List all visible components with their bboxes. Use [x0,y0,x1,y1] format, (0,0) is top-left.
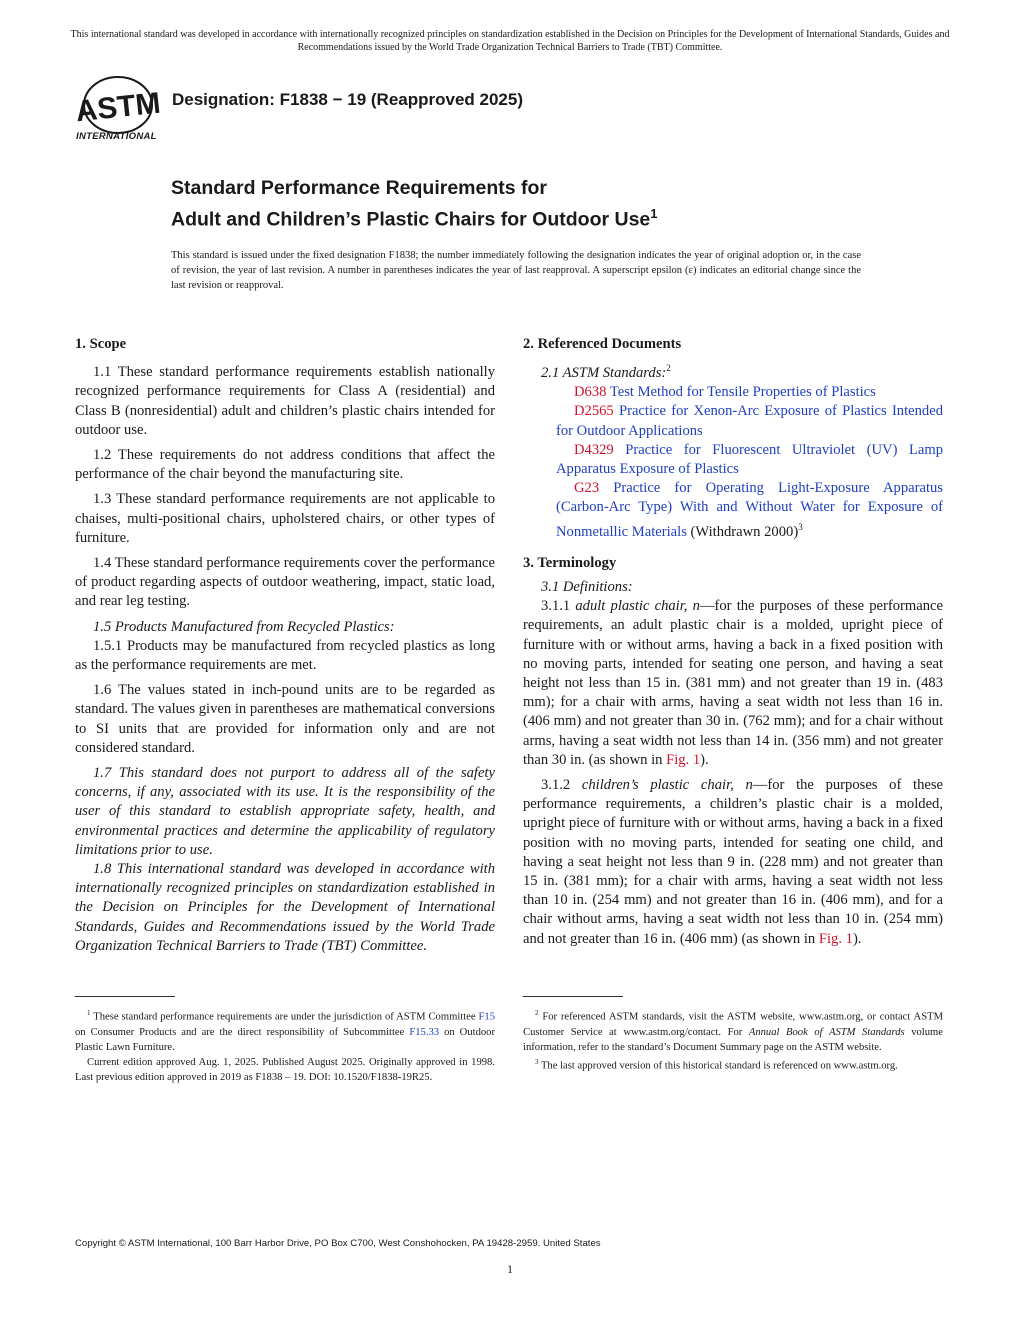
section-1-1: 1.1 These standard performance requirements establish nationally recognized performance requirements for Class A (residential) and Class B (nonresidential) adult and children’s plastic chairs intended for outdoor use. [75,364,495,438]
section-2-1 [523,359,943,383]
left-column [75,335,495,956]
footnote-3-text: The last approved version of this historical standard is referenced on www.astm.org. [538,1060,898,1072]
footnote-2-b: volume information, refer to the standard’s Document Summary page on the ASTM website. [523,1026,943,1053]
section-3-1-2 [523,776,943,949]
ref-title[interactable]: Practice for Xenon-Arc Exposure of Plastics Intended for Outdoor Applications [556,403,943,439]
footnote-2-mark: 2 [535,1009,539,1017]
logo-subtext: INTERNATIONAL [76,131,157,142]
section-1-7: 1.7 This standard does not purport to address all of the safety concerns, if any, associated with its use. It is the responsibility of the user of this standard to establish appropriate safety, health, and environmental practices and determine the applicability of regulatory limitations prior to use. [75,765,495,858]
astm-logo [74,73,162,145]
footnote-1 [75,1006,495,1055]
issue-statement: This standard is issued under the fixed designation F1838; the number immediately following the designation indicates the year of original adoption or, in the case of revision, the year of last revision. A number in parentheses indicates the year of last reapproval. A superscript epsilon (ε) indicates an editorial change since the last revision or reapproval. [171,250,861,291]
section-1-4: 1.4 These standard performance requirements cover the performance of product regarding aspects of outdoor weathering, impact, static load, and rear leg testing. [75,555,495,610]
fig-1-link[interactable]: Fig. 1 [818,930,853,947]
section-3-1 [523,578,943,597]
annual-book-title: Annual Book of ASTM Standards [748,1026,905,1038]
footnote-1-c: on Outdoor Plastic Lawn Furniture. [75,1026,495,1053]
footnote-2 [523,1006,943,1055]
referenced-documents-heading: 2. Referenced Documents [523,336,682,352]
closing-paren: ). [700,751,709,768]
footnote-1-a: These standard performance requirements are under the jurisdiction of ASTM Committee [90,1011,479,1023]
section-1-2: 1.2 These requirements do not address conditions that affect the performance of the chair beyond the manufacturing site. [75,447,495,483]
section-1-5 [75,618,495,637]
section-3-1-1 [523,597,943,770]
ref-note-sup: 3 [798,521,803,532]
title-line-2-text: Adult and Children’s Plastic Chairs for Outdoor Use [171,208,651,231]
section-1-8: 1.8 This international standard was developed in accordance with internationally recognized principles on standardization established in the Decision on Principles for the Development of International Standards, Guides and Recommendations issued by the World Trade Organization Technical Barriers to Trade (TBT) Committee. [75,861,495,954]
ref-code[interactable]: G23 [574,480,600,497]
ref-code[interactable]: D4329 [574,441,614,458]
ref-d2565[interactable] [523,402,943,440]
section-2-1-sup: 2 [666,363,671,374]
footnote-rule-right [523,996,623,997]
footnote-3-mark: 3 [535,1057,539,1066]
copyright: Copyright © ASTM International, 100 Barr Harbor Drive, PO Box C700, West Conshohocken, PA 19428-2959. United States [75,1238,601,1249]
term-adult-plastic-chair: adult plastic chair, n [575,598,700,615]
international-standard-notice: This international standard was developed in accordance with internationally recognized principles on standardization established in the Decision on Principles for the Development of International Standards, Guides and Recommendations issued by the World Trade Organization Technical Barriers to Trade (TBT) Committee. [70,29,950,53]
footnote-1-mark: 1 [87,1009,91,1017]
ref-code[interactable]: D638 [574,384,607,401]
section-1-3: 1.3 These standard performance requirements are not applicable to chaises, multi-positional chairs, upholstered chairs, or other types of furniture. [75,491,495,546]
svg-text:ASTM: ASTM [74,86,162,129]
right-column [523,335,943,949]
ref-title[interactable]: Test Method for Tensile Properties of Plastics [606,384,876,401]
ref-d4329[interactable] [523,441,943,479]
section-3-1-2-num: 3.1.2 [541,776,582,793]
designation: Designation: F1838 − 19 (Reapproved 2025) [172,90,523,109]
page-number: 1 [507,1262,513,1276]
title-line-2 [171,201,658,233]
subcommittee-f15-33-link[interactable]: F15.33 [409,1026,440,1038]
section-1-5-text: 1.5 Products Manufactured from Recycled Plastics: [93,618,395,635]
section-1-6: 1.6 The values stated in inch-pound units are to be regarded as standard. The values given in parentheses are mathematical conversions to SI units that are provided for information only and are not considered standard. [75,682,495,756]
footnote-1-edition: Current edition approved Aug. 1, 2025. Published August 2025. Originally approved in 1998. Last previous edition approved in 2019 as F1838 – 19. DOI: 10.1520/F1838-19R25. [75,1056,495,1083]
footnotes-right [523,1006,943,1073]
ref-d638[interactable] [523,383,943,402]
ref-code[interactable]: D2565 [574,403,614,420]
title-footnote-mark: 1 [650,206,658,221]
footnotes-left [75,1006,495,1085]
footnote-3 [523,1055,943,1074]
terminology-heading: 3. Terminology [523,554,617,571]
ref-title[interactable]: Practice for Fluorescent Ultraviolet (UV) Lamp Apparatus Exposure of Plastics [556,441,943,478]
title-line-1: Standard Performance Requirements for [171,177,548,199]
section-1-5-1: 1.5.1 Products may be manufactured from recycled plastics as long as the performance requirements are met. [75,637,495,674]
section-3-1-1-num: 3.1.1 [541,598,576,615]
scope-heading: 1. Scope [75,336,127,352]
document-title [171,176,658,233]
committee-f15-link[interactable]: F15 [478,1011,495,1023]
fig-1-link[interactable]: Fig. 1 [666,751,701,768]
footnote-2-a: For referenced ASTM standards, visit the ASTM website, www.astm.org, or contact ASTM Customer Service at www.astm.org/contact. For [523,1011,943,1038]
term-childrens-plastic-chair: children’s plastic chair, n [581,776,753,793]
ref-note: (Withdrawn 2000) [686,523,799,540]
footnote-rule-left [75,996,175,997]
section-3-1-1-body: —for the purposes of these performance requirements, an adult plastic chair is a molded, upright piece of furniture with or without arms, having a back in a fixed position with no moving parts, intended for seating one person, and having a seat height not less than 15 in. (381 mm) and not greater than 19 in. (483 mm); for a chair with arms, having a seat width not less than 16 in. (406 mm) and not greater than 30 in. (762 mm); and for a chair without arms, having a seat width not less than 14 in. (356 mm) and not greater than 30 in. (as shown in [523,598,943,768]
section-3-1-text: 3.1 Definitions: [541,578,633,595]
ref-g23[interactable] [523,479,943,541]
section-2-1-text: 2.1 ASTM Standards: [541,365,667,382]
closing-paren: ). [852,930,862,947]
section-3-1-2-body: —for the purposes of these performance requirements, a children’s plastic chair is a molded, upright piece of furniture with or without arms, having a back in a fixed position with no moving parts, intended for seating one child, and having a seat height not less than 9 in. (228 mm) and not greater than 15 in. (381 mm); for a chair with arms, having a seat width not less than 10 in. (254 mm) and not greater than 16 in. (406 mm), and for a chair without arms, having a seat width not less than 10 in. (254 mm) and not greater than 16 in. (406 mm) (as shown in [523,776,943,947]
footnote-1-b: on Consumer Products and are the direct responsibility of Subcommittee [75,1026,410,1038]
ref-title[interactable]: Practice for Operating Light-Exposure Apparatus (Carbon-Arc Type) With and Without Water for Exposure of Nonmetallic Materials [556,480,943,540]
